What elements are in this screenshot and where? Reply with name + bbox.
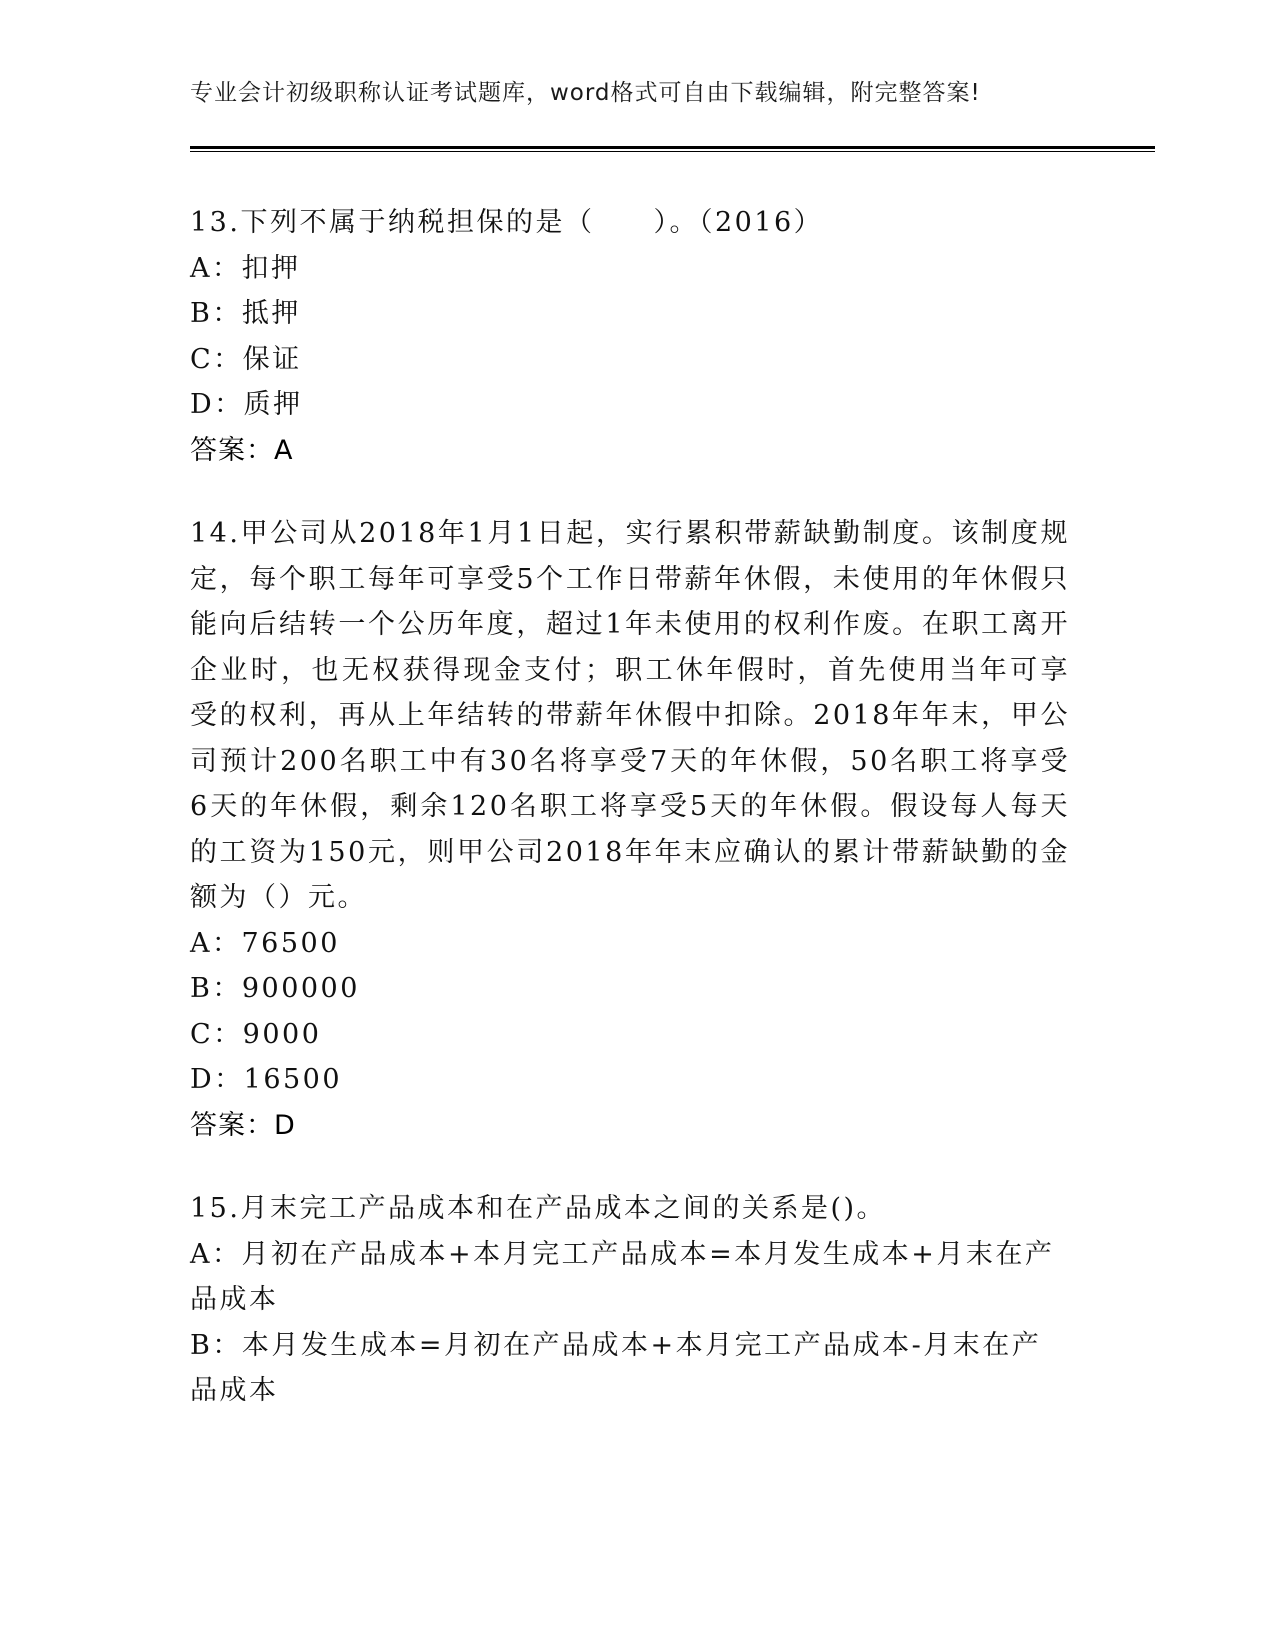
option-b: B：900000 [190, 973, 360, 1004]
option-a: A：月初在产品成本+本月完工产品成本=本月发生成本+月末在产品成本 [190, 1238, 1055, 1315]
question-13 [190, 200, 1070, 473]
question-stem: 14.甲公司从2018年1月1日起，实行累积带薪缺勤制度。该制度规定，每个职工每年可享受5个工作日带薪年休假，未使用的年休假只能向后结转一个公历年度，超过1年未使用的权利作废。在职工离开企业时，也无权获得现金支付；职工休年假时，首先使用当年可享受的权利，再从上年结转的带薪年休假中扣除。2018年年末，甲公司预计200名职工中有30名将享受7天的年休假，50名职工将享受6天的年休假，剩余120名职工将享受5天的年休假。假设每人每天的工资为150元，则甲公司2018年年末应确认的累计带薪缺勤的金额为（）元。 [190, 518, 1070, 913]
question-stem: 13.下列不属于纳税担保的是（ ）。（2016） [190, 207, 824, 238]
option-d: D：质押 [190, 389, 303, 420]
answer-label: 答案：A [190, 434, 294, 466]
question-stem: 15.月末完工产品成本和在产品成本之间的关系是()。 [190, 1193, 887, 1224]
option-d: D：16500 [190, 1064, 343, 1095]
option-c: C：保证 [190, 343, 302, 375]
question-list [190, 200, 1070, 1452]
page-header: 专业会计初级职称认证考试题库，word格式可自由下载编辑，附完整答案! [190, 80, 981, 106]
option-a: A：扣押 [190, 252, 301, 284]
question-15 [190, 1186, 1070, 1414]
question-14 [190, 511, 1070, 1148]
option-b: B：本月发生成本=月初在产品成本+本月完工产品成本-月末在产品成本 [190, 1329, 1042, 1406]
answer-label: 答案：D [190, 1109, 296, 1141]
option-b: B：抵押 [190, 298, 301, 329]
header-divider [190, 146, 1155, 152]
option-c: C：9000 [190, 1018, 322, 1050]
option-a: A：76500 [190, 927, 340, 959]
